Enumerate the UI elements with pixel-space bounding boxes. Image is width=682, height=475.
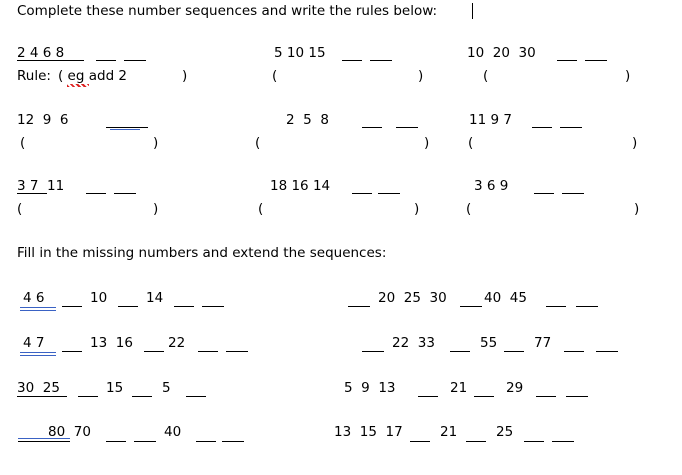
underline-highlight <box>20 352 56 353</box>
blank <box>585 60 607 61</box>
fill-4-part-b: 55 <box>480 335 498 351</box>
blank <box>418 396 438 397</box>
underline-highlight <box>20 310 56 311</box>
sequence-3-numbers: 10 20 30 <box>467 45 536 61</box>
close-bracket: ) <box>414 201 420 217</box>
close-bracket: ) <box>632 135 638 151</box>
blank <box>342 60 362 61</box>
blank <box>536 396 556 397</box>
blank <box>352 193 372 194</box>
blank <box>196 441 216 442</box>
fill-4-part-a: 22 33 <box>392 335 435 351</box>
sequence-7-numbers: 3 7 11 <box>17 178 65 194</box>
fill-8-part-a: 13 15 17 <box>334 424 403 440</box>
blank <box>202 306 224 307</box>
blank <box>144 351 164 352</box>
sequence-1-numbers: 2 4 6 8 <box>17 45 65 61</box>
fill-6-part-c: 29 <box>506 380 524 396</box>
fill-1-part-b: 10 <box>90 290 108 306</box>
blank <box>18 441 70 442</box>
blank <box>174 306 194 307</box>
blank <box>474 396 494 397</box>
blank <box>348 306 370 307</box>
blank <box>504 351 524 352</box>
blank <box>566 396 588 397</box>
blank <box>62 306 82 307</box>
blank <box>460 306 482 307</box>
blank-highlight <box>110 129 140 130</box>
close-bracket: ) <box>153 135 159 151</box>
blank <box>576 306 598 307</box>
sequence-underline <box>17 396 67 397</box>
open-bracket: ( <box>258 201 264 217</box>
fill-3-part-b: 13 16 <box>90 335 133 351</box>
blank <box>96 60 116 61</box>
rule-label: Rule: <box>17 68 51 84</box>
underline-highlight <box>20 355 56 356</box>
sequence-8-numbers: 18 16 14 <box>270 178 331 194</box>
sequence-9-numbers: 3 6 9 <box>474 178 509 194</box>
sequence-4-numbers: 12 9 6 <box>17 112 69 128</box>
fill-6-part-a: 5 9 13 <box>344 380 396 396</box>
close-bracket: ) <box>424 135 430 151</box>
spellcheck-squiggle <box>67 84 89 87</box>
blank <box>396 127 418 128</box>
blank <box>378 193 400 194</box>
open-bracket: ( <box>20 135 26 151</box>
blank <box>562 193 584 194</box>
blank <box>78 396 98 397</box>
blank <box>532 127 552 128</box>
open-bracket: ( <box>466 201 472 217</box>
fill-1-part-c: 14 <box>146 290 164 306</box>
underline-highlight <box>20 307 56 308</box>
blank <box>132 396 152 397</box>
blank <box>362 127 382 128</box>
blank <box>557 60 577 61</box>
open-bracket: ( <box>272 68 278 84</box>
blank <box>106 441 126 442</box>
blank <box>552 441 574 442</box>
blank <box>410 441 430 442</box>
blank <box>370 60 392 61</box>
blank <box>134 441 156 442</box>
blank <box>118 306 138 307</box>
blank <box>560 127 582 128</box>
sequence-7-underline <box>17 193 47 194</box>
close-bracket: ) <box>625 68 631 84</box>
blank <box>186 396 206 397</box>
blank <box>106 127 148 128</box>
blank <box>222 441 244 442</box>
sequence-6-numbers: 11 9 7 <box>469 112 512 128</box>
fill-5-part-a: 30 25 <box>17 380 60 396</box>
close-bracket: ) <box>153 201 159 217</box>
blank <box>86 193 106 194</box>
text-cursor <box>472 3 473 19</box>
blank <box>226 351 248 352</box>
open-bracket: ( <box>483 68 489 84</box>
blank <box>198 351 218 352</box>
blank <box>564 351 584 352</box>
blank <box>114 193 136 194</box>
sequence-2-numbers: 5 10 15 <box>274 45 326 61</box>
fill-8-part-c: 25 <box>496 424 514 440</box>
open-bracket: ( <box>468 135 474 151</box>
blank <box>534 193 554 194</box>
blank <box>450 351 470 352</box>
instructions-part2: Fill in the missing numbers and extend the sequences: <box>17 245 387 261</box>
fill-2-part-a: 20 25 30 <box>378 290 447 306</box>
fill-5-part-c: 5 <box>162 380 171 396</box>
sequence-1-underline <box>17 60 84 61</box>
blank <box>596 351 618 352</box>
open-bracket: ( <box>255 135 261 151</box>
fill-2-part-b: 40 45 <box>484 290 527 306</box>
open-bracket: ( <box>17 201 23 217</box>
close-bracket: ) <box>418 68 424 84</box>
fill-7-part-a: 80 70 <box>48 424 91 440</box>
fill-8-part-b: 21 <box>440 424 458 440</box>
fill-7-part-b: 40 <box>164 424 182 440</box>
close-bracket: ) <box>182 68 188 84</box>
close-bracket: ) <box>634 201 640 217</box>
fill-5-part-b: 15 <box>106 380 124 396</box>
fill-4-part-c: 77 <box>534 335 552 351</box>
fill-1-part-a: 4 6 <box>23 290 45 306</box>
blank <box>362 351 384 352</box>
blank <box>546 306 566 307</box>
rule-example: ( eg add 2 <box>58 68 128 84</box>
fill-6-part-b: 21 <box>450 380 468 396</box>
fill-3-part-c: 22 <box>168 335 186 351</box>
fill-3-part-a: 4 7 <box>23 335 45 351</box>
blank <box>524 441 544 442</box>
blank <box>124 60 146 61</box>
blank <box>62 351 82 352</box>
sequence-5-numbers: 2 5 8 <box>286 112 329 128</box>
blank <box>466 441 486 442</box>
instructions-part1: Complete these number sequences and write the rules below: <box>17 3 438 19</box>
